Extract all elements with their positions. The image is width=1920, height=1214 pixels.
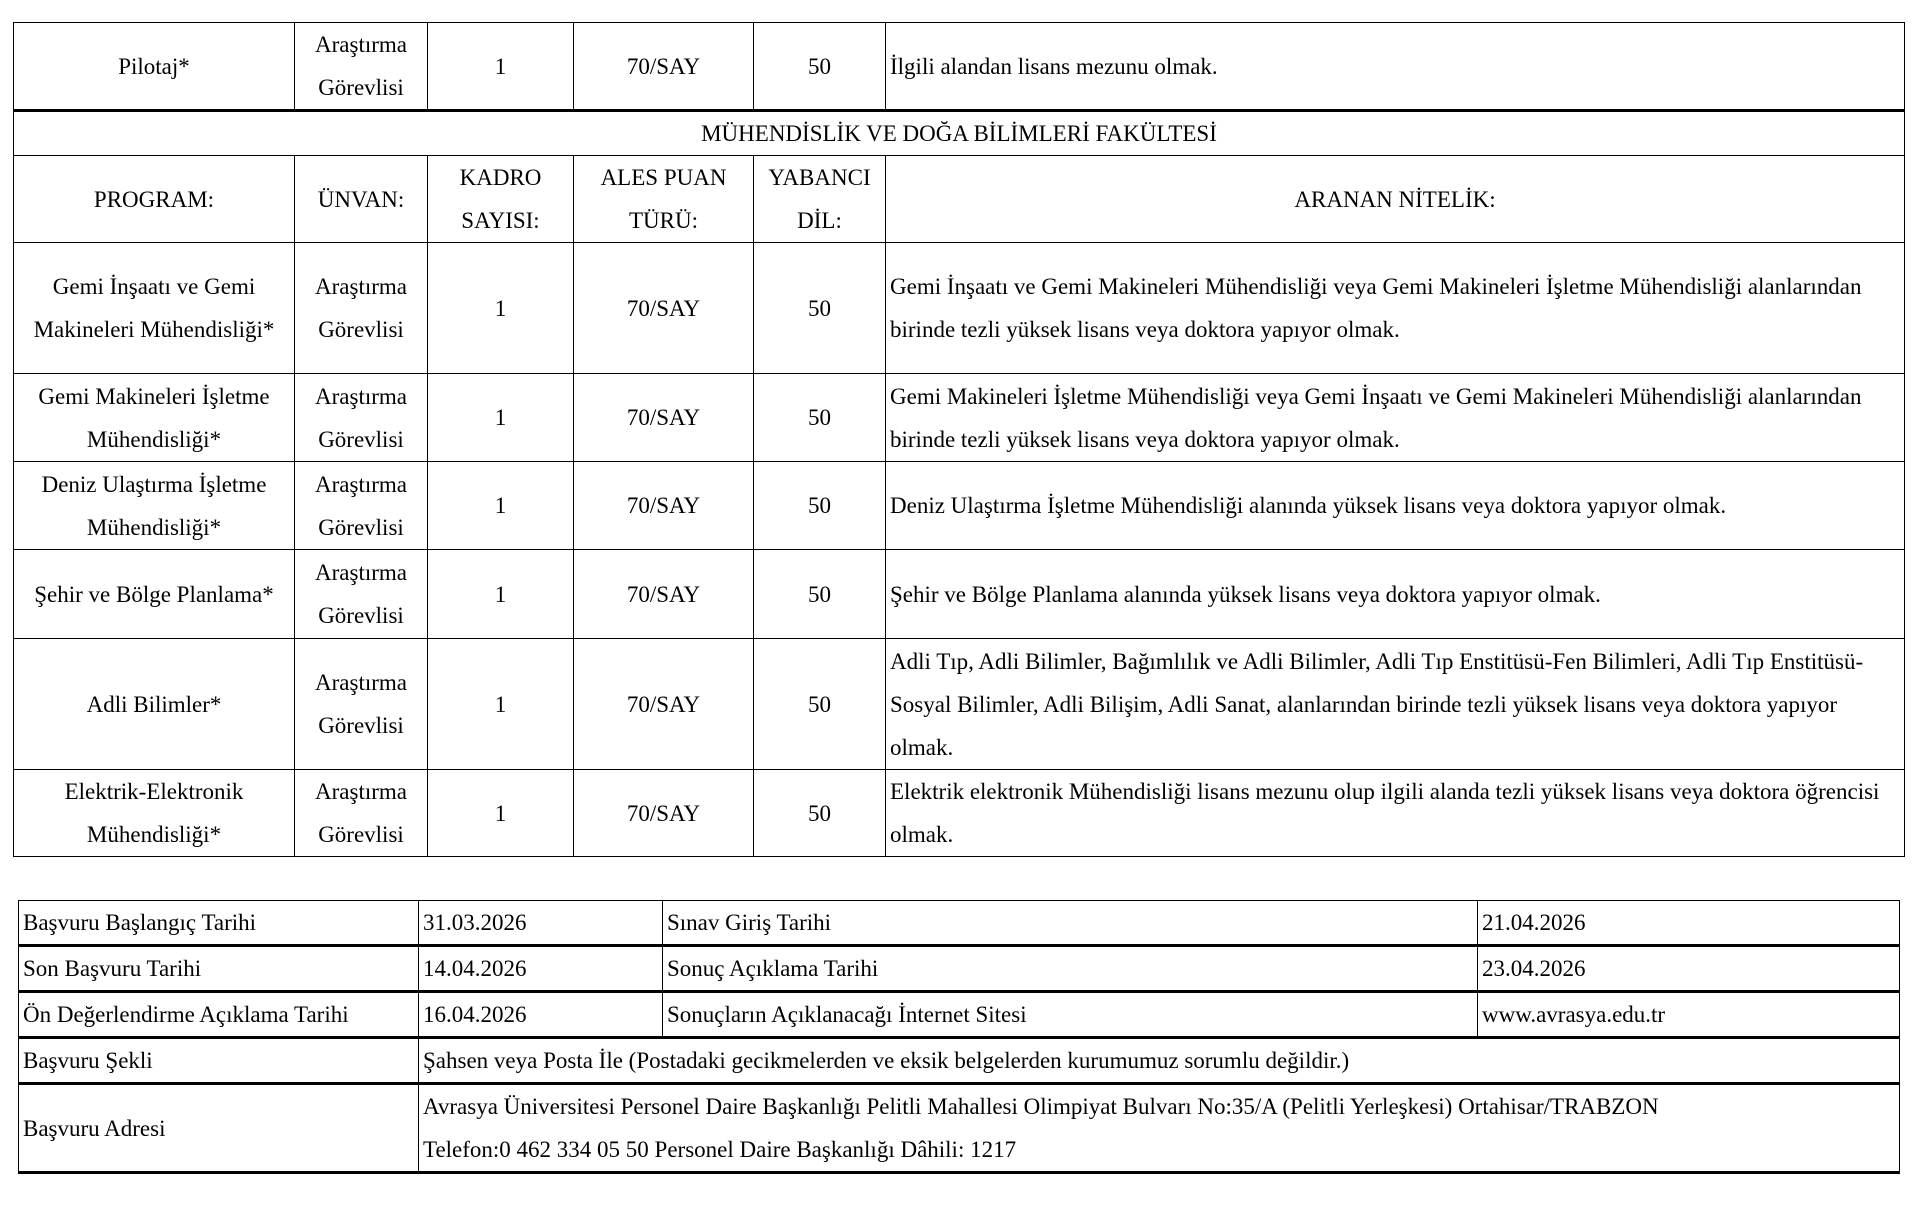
table-row: [14, 770, 1905, 857]
language-cell: 50: [754, 770, 886, 857]
language-cell: 50: [754, 374, 886, 462]
date-row: [19, 946, 1900, 992]
language-cell: 50: [754, 462, 886, 550]
program-cell: Pilotaj*: [14, 23, 295, 111]
address-value: [419, 1084, 1900, 1173]
count-cell: 1: [428, 639, 574, 770]
date-value: 21.04.2026: [1478, 901, 1900, 946]
table-row: [14, 374, 1905, 462]
table-row: [14, 639, 1905, 770]
requirement-cell: Deniz Ulaştırma İşletme Mühendisliği alanında yüksek lisans veya doktora yapıyor olmak.: [886, 462, 1905, 550]
ales-cell: 70/SAY: [574, 462, 754, 550]
requirement-cell: Şehir ve Bölge Planlama alanında yüksek lisans veya doktora yapıyor olmak.: [886, 550, 1905, 639]
address-row: [19, 1084, 1900, 1173]
title-cell: Araştırma Görevlisi: [295, 23, 428, 111]
program-cell: Gemi İnşaatı ve Gemi Makineleri Mühendisliği*: [14, 243, 295, 374]
date-label: Başvuru Başlangıç Tarihi: [19, 901, 419, 946]
faculty-title: MÜHENDİSLİK VE DOĞA BİLİMLERİ FAKÜLTESİ: [14, 111, 1905, 156]
title-cell: Araştırma Görevlisi: [295, 462, 428, 550]
language-cell: 50: [754, 23, 886, 111]
positions-table: [13, 22, 1905, 857]
count-cell: 1: [428, 462, 574, 550]
language-cell: 50: [754, 639, 886, 770]
date-label: Son Başvuru Tarihi: [19, 946, 419, 992]
requirement-cell: Elektrik elektronik Mühendisliği lisans mezunu olup ilgili alanda tezli yüksek lisans veya doktora öğrencisi olmak.: [886, 770, 1905, 857]
count-cell: 1: [428, 243, 574, 374]
header-ales: ALES PUAN TÜRÜ:: [574, 156, 754, 243]
program-cell: Elektrik-Elektronik Mühendisliği*: [14, 770, 295, 857]
header-program: PROGRAM:: [14, 156, 295, 243]
date-value: 14.04.2026: [419, 946, 663, 992]
program-cell: Deniz Ulaştırma İşletme Mühendisliği*: [14, 462, 295, 550]
language-cell: 50: [754, 550, 886, 639]
table-row: [14, 462, 1905, 550]
requirement-cell: Gemi İnşaatı ve Gemi Makineleri Mühendisliği veya Gemi Makineleri İşletme Mühendisliği alanlarından birinde tezli yüksek lisans veya doktora yapıyor olmak.: [886, 243, 1905, 374]
date-label: Sonuç Açıklama Tarihi: [663, 946, 1478, 992]
title-cell: Araştırma Görevlisi: [295, 639, 428, 770]
method-row: [19, 1038, 1900, 1084]
table-row: [14, 550, 1905, 639]
date-row: [19, 992, 1900, 1038]
count-cell: 1: [428, 374, 574, 462]
table-row: [14, 243, 1905, 374]
program-cell: Gemi Makineleri İşletme Mühendisliği*: [14, 374, 295, 462]
header-language: YABANCI DİL:: [754, 156, 886, 243]
requirement-cell: Adli Tıp, Adli Bilimler, Bağımlılık ve Adli Bilimler, Adli Tıp Enstitüsü-Fen Bilimleri, Adli Tıp Enstitüsü-Sosyal Bilimler, Adli Bilişim, Adli Sanat, alanlarından birinde tezli yüksek lisans veya doktora yapıyor olmak.: [886, 639, 1905, 770]
title-cell: Araştırma Görevlisi: [295, 550, 428, 639]
ales-cell: 70/SAY: [574, 770, 754, 857]
title-cell: Araştırma Görevlisi: [295, 770, 428, 857]
ales-cell: 70/SAY: [574, 550, 754, 639]
header-title: ÜNVAN:: [295, 156, 428, 243]
date-label: Ön Değerlendirme Açıklama Tarihi: [19, 992, 419, 1038]
application-info-table: [18, 900, 1900, 1174]
language-cell: 50: [754, 243, 886, 374]
program-cell: Adli Bilimler*: [14, 639, 295, 770]
title-cell: Araştırma Görevlisi: [295, 374, 428, 462]
header-requirement: ARANAN NİTELİK:: [886, 156, 1905, 243]
header-row: [14, 156, 1905, 243]
requirement-cell: Gemi Makineleri İşletme Mühendisliği veya Gemi İnşaatı ve Gemi Makineleri Mühendisliği alanlarından birinde tezli yüksek lisans veya doktora yapıyor olmak.: [886, 374, 1905, 462]
address-line: Avrasya Üniversitesi Personel Daire Başkanlığı Pelitli Mahallesi Olimpiyat Bulvarı No:35/A (Pelitli Yerleşkesi) Ortahisar/TRABZON: [423, 1094, 1659, 1119]
title-cell: Araştırma Görevlisi: [295, 243, 428, 374]
count-cell: 1: [428, 550, 574, 639]
phone-line: Telefon:0 462 334 05 50 Personel Daire Başkanlığı Dâhili: 1217: [423, 1137, 1017, 1162]
count-cell: 1: [428, 770, 574, 857]
date-value: 16.04.2026: [419, 992, 663, 1038]
count-cell: 1: [428, 23, 574, 111]
ales-cell: 70/SAY: [574, 243, 754, 374]
ales-cell: 70/SAY: [574, 639, 754, 770]
ales-cell: 70/SAY: [574, 374, 754, 462]
date-row: [19, 901, 1900, 946]
date-value: 31.03.2026: [419, 901, 663, 946]
method-value: Şahsen veya Posta İle (Postadaki gecikmelerden ve eksik belgelerden kurumumuz sorumlu değildir.): [419, 1038, 1900, 1084]
website-label: Sonuçların Açıklanacağı İnternet Sitesi: [663, 992, 1478, 1038]
table-row: [14, 23, 1905, 111]
header-count: KADRO SAYISI:: [428, 156, 574, 243]
website-link[interactable]: www.avrasya.edu.tr: [1478, 992, 1900, 1038]
date-value: 23.04.2026: [1478, 946, 1900, 992]
ales-cell: 70/SAY: [574, 23, 754, 111]
address-label: Başvuru Adresi: [19, 1084, 419, 1173]
program-cell: Şehir ve Bölge Planlama*: [14, 550, 295, 639]
requirement-cell: İlgili alandan lisans mezunu olmak.: [886, 23, 1905, 111]
method-label: Başvuru Şekli: [19, 1038, 419, 1084]
date-label: Sınav Giriş Tarihi: [663, 901, 1478, 946]
